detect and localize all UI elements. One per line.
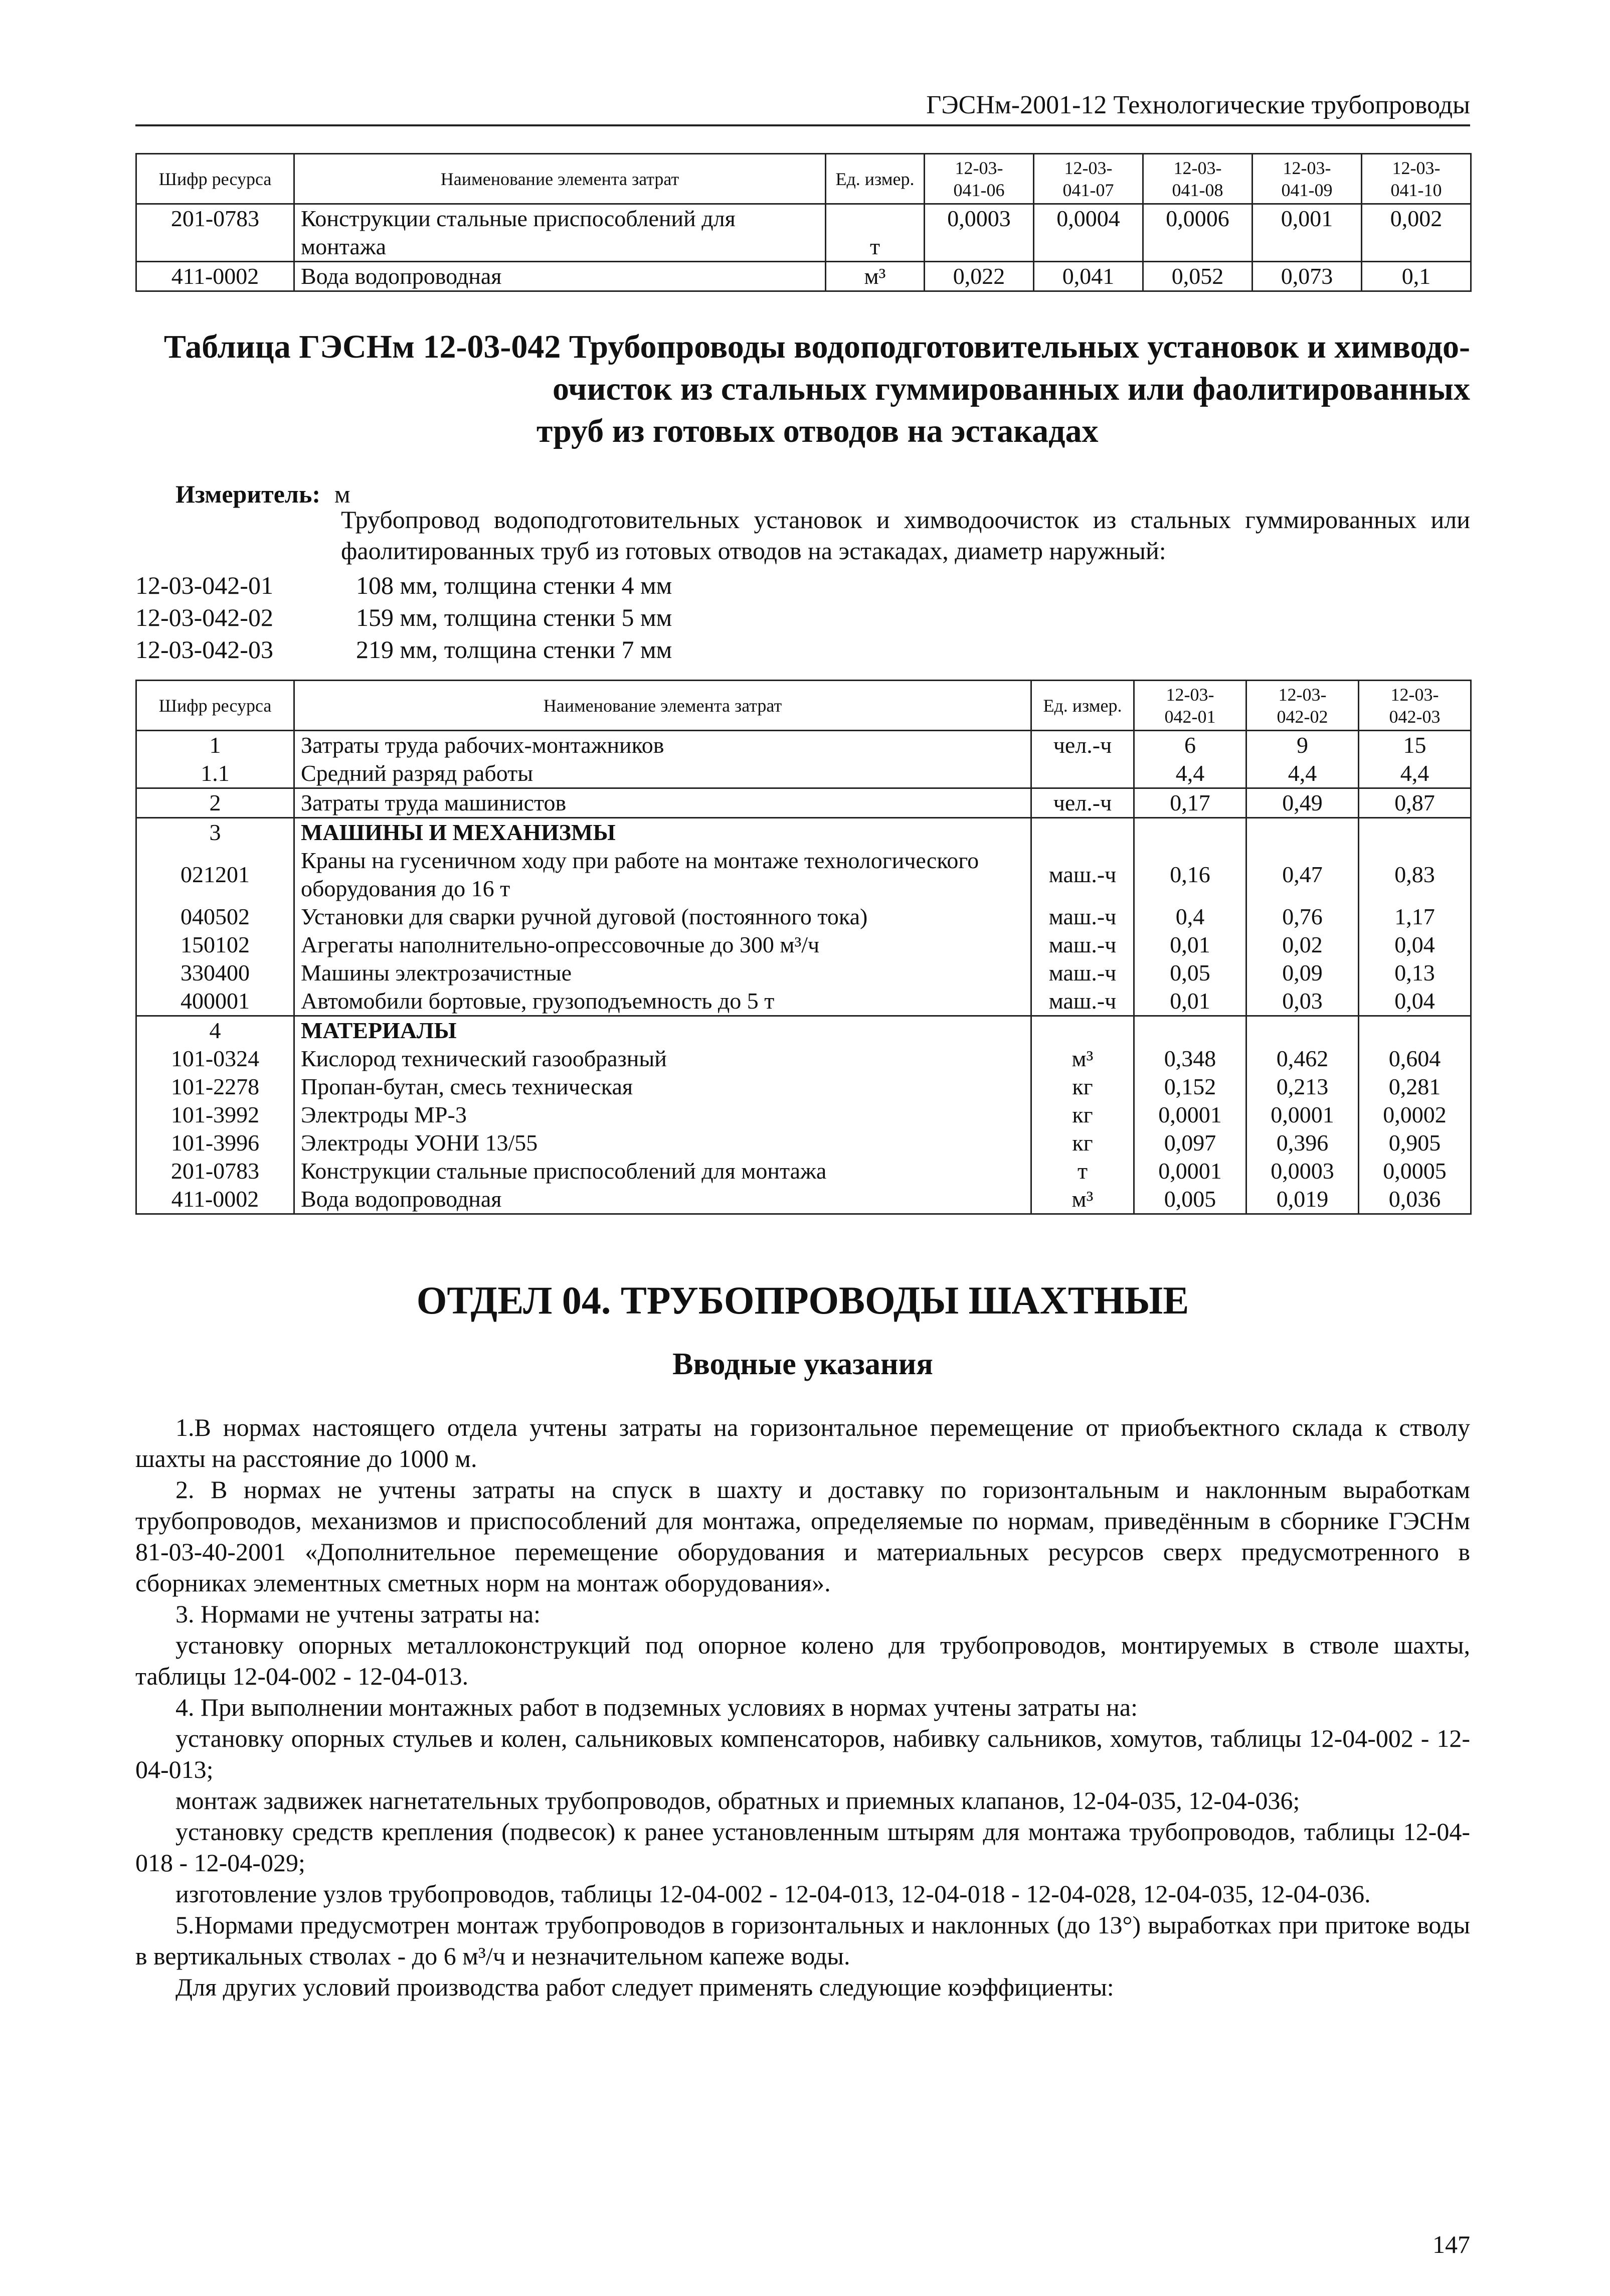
norm-value: 1,17	[1359, 903, 1471, 931]
unit-of-measure: кг	[1031, 1101, 1134, 1129]
section-title: ОТДЕЛ 04. ТРУБОПРОВОДЫ ШАХТНЫЕ	[416, 1278, 1189, 1322]
table-row	[136, 818, 1471, 847]
page-number: 147	[1433, 2230, 1470, 2258]
table-title-line3: труб из готовых отводов на эстакадах	[536, 413, 1099, 449]
resource-name: Пропан-бутан, смесь техническая	[294, 1073, 1031, 1101]
table-header-row	[136, 681, 1471, 731]
work-description: Трубопровод водоподготовительных установок и химводоочисток из стальных гуммированных или фаолитированных труб из готовых отводов на эстакадах, диаметр наружный:	[341, 506, 1470, 565]
resource-name: Вода водопроводная	[294, 1185, 1031, 1214]
resource-code: 2	[136, 788, 294, 818]
variant-code: 12-03-042-02	[135, 603, 273, 631]
norm-value: 0,1	[1362, 262, 1471, 291]
col-header-name: Наименование элемента затрат	[294, 681, 1031, 731]
unit-of-measure: чел.-ч	[1031, 731, 1134, 760]
table-row	[136, 1101, 1471, 1129]
norm-value: 0,02	[1246, 931, 1359, 959]
norm-value: 0,0003	[925, 204, 1034, 262]
norm-value: 0,0006	[1143, 204, 1253, 262]
norm-value: 0,04	[1359, 931, 1471, 959]
col-header-code: Шифр ресурса	[136, 681, 294, 731]
unit-of-measure: т	[826, 204, 925, 262]
norm-value: 0,01	[1134, 987, 1246, 1016]
resource-code: 101-2278	[136, 1073, 294, 1101]
unit-of-measure: кг	[1031, 1073, 1134, 1101]
note-paragraph: установку опорных стульев и колен, сальниковых компенсаторов, набивку сальников, хомутов, таблицы 12-04-002 - 12-04-013;	[135, 1724, 1470, 1783]
col-header-variant: 12-03- 041-10	[1362, 154, 1471, 204]
note-paragraph: 2. В нормах не учтены затраты на спуск в шахту и доставку по горизонтальным и наклонным выработкам трубопроводов, механизмов и приспособлений для монтажа, определяемые по нормам, приведённым в сборнике ГЭСНм 81-03-40-2001 «Дополнительное перемещение оборудования и материальных ресурсов сверх предусмотренного в сборниках элементных сметных норм на монтаж оборудования».	[135, 1475, 1470, 1597]
resource-name: Электроды УОНИ 13/55	[294, 1129, 1031, 1157]
norm-value: 0,022	[925, 262, 1034, 291]
norm-value: 0,097	[1134, 1129, 1246, 1157]
resource-name: Машины электрозачистные	[294, 959, 1031, 987]
resource-code: 4	[136, 1016, 294, 1045]
norm-value: 0,152	[1134, 1073, 1246, 1101]
norm-value: 0,47	[1246, 847, 1359, 903]
col-header-name: Наименование элемента затрат	[294, 154, 826, 204]
norm-value: 0,49	[1246, 788, 1359, 818]
resource-code: 1	[136, 731, 294, 760]
resource-code: 101-3996	[136, 1129, 294, 1157]
norm-value: 0,01	[1134, 931, 1246, 959]
table-row	[136, 1016, 1471, 1045]
resource-code: 411-0002	[136, 1185, 294, 1214]
note-paragraph: 1.В нормах настоящего отдела учтены затраты на горизонтальное перемещение от приобъектного склада к стволу шахты на расстояние до 1000 м.	[135, 1413, 1470, 1472]
resource-code: 201-0783	[136, 1157, 294, 1185]
norm-value: 6	[1134, 731, 1246, 760]
note-paragraph: изготовление узлов трубопроводов, таблицы 12-04-002 - 12-04-013, 12-04-018 - 12-04-028, 12-04-035, 12-04-036.	[175, 1880, 1371, 1908]
note-paragraph: Для других условий производства работ следует применять следующие коэффициенты:	[175, 1973, 1114, 2001]
col-header-variant: 12-03- 042-02	[1246, 681, 1359, 731]
table-row	[136, 847, 1471, 903]
resource-code: 3	[136, 818, 294, 847]
note-paragraph: 5.Нормами предусмотрен монтаж трубопроводов в горизонтальных и наклонных (до 13°) выработках при притоке воды в вертикальных стволах - до 6 м³/ч и незначительном капеже воды.	[135, 1911, 1470, 1970]
resource-table	[135, 680, 1472, 1215]
note-paragraph: 3. Нормами не учтены затраты на:	[175, 1600, 541, 1628]
resource-code: 411-0002	[136, 262, 294, 291]
col-header-variant: 12-03- 041-08	[1143, 154, 1253, 204]
unit-of-measure: маш.-ч	[1031, 959, 1134, 987]
note-paragraph: 4. При выполнении монтажных работ в подземных условиях в нормах учтены затраты на:	[175, 1693, 1138, 1721]
norm-value: 0,213	[1246, 1073, 1359, 1101]
resource-code: 201-0783	[136, 204, 294, 262]
col-header-variant: 12-03- 041-09	[1253, 154, 1362, 204]
norm-value: 0,041	[1034, 262, 1143, 291]
section-heading: МАТЕРИАЛЫ	[294, 1016, 1031, 1045]
unit-of-measure: маш.-ч	[1031, 987, 1134, 1016]
norm-value: 0,09	[1246, 959, 1359, 987]
norm-value: 0,002	[1362, 204, 1471, 262]
table-row	[136, 1045, 1471, 1073]
norm-value	[1134, 1016, 1246, 1045]
header-title: ГЭСНм-2001-12 Технологические трубопроводы	[926, 91, 1470, 119]
meter-label: Измеритель:	[175, 480, 321, 508]
table-row	[136, 759, 1471, 788]
resource-name: Средний разряд работы	[294, 759, 1031, 788]
table-row	[136, 1157, 1471, 1185]
resource-name: Кислород технический газообразный	[294, 1045, 1031, 1073]
norm-value: 0,13	[1359, 959, 1471, 987]
unit-of-measure: м³	[1031, 1045, 1134, 1073]
table-row	[136, 1129, 1471, 1157]
unit-of-measure	[1031, 759, 1134, 788]
table-row	[136, 959, 1471, 987]
section-heading: МАШИНЫ И МЕХАНИЗМЫ	[294, 818, 1031, 847]
table-row	[136, 204, 1471, 262]
variant-text: 219 мм, толщина стенки 7 мм	[356, 635, 672, 664]
note-paragraph: установку опорных металлоконструкций под опорное колено для трубопроводов, монтируемых в стволе шахты, таблицы 12-04-002 - 12-04-013.	[135, 1631, 1470, 1690]
resource-name: Конструкции стальные приспособлений для монтажа	[294, 204, 826, 262]
norm-value: 0,87	[1359, 788, 1471, 818]
unit-of-measure: т	[1031, 1157, 1134, 1185]
continuation-table	[135, 153, 1472, 292]
table-row	[136, 903, 1471, 931]
meter-value: м	[334, 480, 350, 508]
norm-value: 0,0001	[1134, 1157, 1246, 1185]
table-row	[136, 788, 1471, 818]
variant-list	[135, 569, 672, 666]
norm-value	[1359, 818, 1471, 847]
col-header-variant: 12-03- 041-07	[1034, 154, 1143, 204]
resource-name: Краны на гусеничном ходу при работе на монтаже технологического оборудования до 16 т	[294, 847, 1031, 903]
resource-code: 400001	[136, 987, 294, 1016]
variant-text: 108 мм, толщина стенки 4 мм	[356, 571, 672, 599]
norm-value	[1246, 818, 1359, 847]
section-subtitle: Вводные указания	[672, 1347, 933, 1381]
table-row	[136, 731, 1471, 760]
norm-value: 0,83	[1359, 847, 1471, 903]
variant-code: 12-03-042-03	[135, 635, 273, 664]
resource-code: 101-0324	[136, 1045, 294, 1073]
table-row	[136, 931, 1471, 959]
resource-code: 021201	[136, 847, 294, 903]
norm-value: 0,0005	[1359, 1157, 1471, 1185]
table-title-line2: очисток из стальных гуммированных или фаолитированных	[552, 371, 1470, 407]
unit-of-measure: м³	[826, 262, 925, 291]
norm-value: 0,04	[1359, 987, 1471, 1016]
unit-of-measure: м³	[1031, 1185, 1134, 1214]
note-paragraph: установку средств крепления (подвесок) к ранее установленным штырям для монтажа трубопроводов, таблицы 12-04-018 - 12-04-029;	[135, 1818, 1470, 1877]
variant-code: 12-03-042-01	[135, 571, 273, 599]
norm-value	[1359, 1016, 1471, 1045]
norm-value: 0,052	[1143, 262, 1253, 291]
unit-of-measure: кг	[1031, 1129, 1134, 1157]
norm-value: 4,4	[1359, 759, 1471, 788]
norm-value: 0,005	[1134, 1185, 1246, 1214]
norm-value: 0,17	[1134, 788, 1246, 818]
table-row	[136, 987, 1471, 1016]
resource-name: Установки для сварки ручной дуговой (постоянного тока)	[294, 903, 1031, 931]
norm-value: 0,001	[1253, 204, 1362, 262]
resource-name: Агрегаты наполнительно-опрессовочные до 300 м³/ч	[294, 931, 1031, 959]
col-header-unit: Ед. измер.	[826, 154, 925, 204]
resource-code: 101-3992	[136, 1101, 294, 1129]
resource-code: 1.1	[136, 759, 294, 788]
variant-item	[135, 633, 672, 666]
norm-value: 0,396	[1246, 1129, 1359, 1157]
table-header-row	[136, 154, 1471, 204]
norm-value: 0,019	[1246, 1185, 1359, 1214]
resource-name: Вода водопроводная	[294, 262, 826, 291]
norm-value: 0,348	[1134, 1045, 1246, 1073]
unit-of-measure	[1031, 1016, 1134, 1045]
resource-code: 040502	[136, 903, 294, 931]
resource-name: Электроды МР-3	[294, 1101, 1031, 1129]
norm-value: 0,16	[1134, 847, 1246, 903]
norm-value: 0,05	[1134, 959, 1246, 987]
norm-value: 0,0003	[1246, 1157, 1359, 1185]
resource-name: Автомобили бортовые, грузоподъемность до 5 т	[294, 987, 1031, 1016]
col-header-variant: 12-03- 042-01	[1134, 681, 1246, 731]
table-title-line1: Таблица ГЭСНм 12-03-042 Трубопроводы водоподготовительных установок и химводо-	[163, 329, 1470, 365]
unit-of-measure: маш.-ч	[1031, 847, 1134, 903]
resource-name: Затраты труда машинистов	[294, 788, 1031, 818]
norm-value: 0,76	[1246, 903, 1359, 931]
norm-value: 0,604	[1359, 1045, 1471, 1073]
norm-value: 15	[1359, 731, 1471, 760]
unit-of-measure: чел.-ч	[1031, 788, 1134, 818]
norm-value: 0,281	[1359, 1073, 1471, 1101]
variant-text: 159 мм, толщина стенки 5 мм	[356, 603, 672, 631]
norm-value: 0,073	[1253, 262, 1362, 291]
norm-value: 0,0004	[1034, 204, 1143, 262]
norm-value: 0,905	[1359, 1129, 1471, 1157]
norm-value: 4,4	[1134, 759, 1246, 788]
norm-value: 9	[1246, 731, 1359, 760]
norm-value: 0,0002	[1359, 1101, 1471, 1129]
resource-code: 330400	[136, 959, 294, 987]
norm-value: 0,4	[1134, 903, 1246, 931]
table-row	[136, 1185, 1471, 1214]
note-paragraph: монтаж задвижек нагнетательных трубопроводов, обратных и приемных клапанов, 12-04-035, 12-04-036;	[175, 1786, 1300, 1815]
unit-of-measure	[1031, 818, 1134, 847]
norm-value	[1134, 818, 1246, 847]
col-header-unit: Ед. измер.	[1031, 681, 1134, 731]
resource-name: Конструкции стальные приспособлений для монтажа	[294, 1157, 1031, 1185]
table-row	[136, 262, 1471, 291]
running-header	[135, 90, 1470, 126]
norm-value: 0,0001	[1246, 1101, 1359, 1129]
resource-code: 150102	[136, 931, 294, 959]
col-header-variant: 12-03- 041-06	[925, 154, 1034, 204]
variant-item	[135, 601, 672, 633]
norm-value: 4,4	[1246, 759, 1359, 788]
norm-value: 0,036	[1359, 1185, 1471, 1214]
norm-value: 0,0001	[1134, 1101, 1246, 1129]
meter-line	[175, 479, 350, 509]
norm-value: 0,03	[1246, 987, 1359, 1016]
norm-value	[1246, 1016, 1359, 1045]
introductory-notes	[135, 1412, 1470, 2003]
variant-item	[135, 569, 672, 601]
col-header-variant: 12-03- 042-03	[1359, 681, 1471, 731]
unit-of-measure: маш.-ч	[1031, 931, 1134, 959]
resource-name: Затраты труда рабочих-монтажников	[294, 731, 1031, 760]
col-header-code: Шифр ресурса	[136, 154, 294, 204]
unit-of-measure: маш.-ч	[1031, 903, 1134, 931]
table-row	[136, 1073, 1471, 1101]
norm-value: 0,462	[1246, 1045, 1359, 1073]
